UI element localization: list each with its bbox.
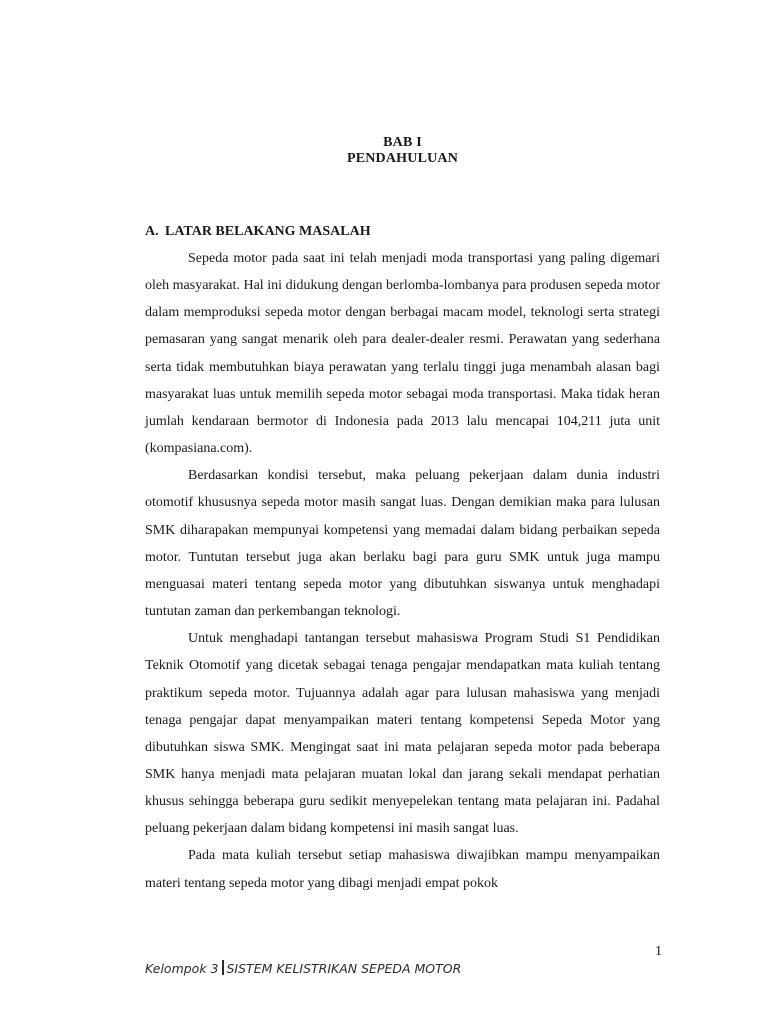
footer-divider	[222, 960, 224, 975]
footer-title: SISTEM KELISTRIKAN SEPEDA MOTOR	[226, 961, 462, 976]
chapter-title: PENDAHULUAN	[346, 151, 459, 166]
section-letter: A.	[145, 224, 159, 239]
paragraph: Berdasarkan kondisi tersebut, maka peluang pekerjaan dalam dunia industri otomotif khususnya sepeda motor masih sangat luas. Dengan demikian maka para lulusan SMK diharapakan mempunyai kompetensi yang memadai dalam bidang perbaikan sepeda motor. Tuntutan tersebut juga akan berlaku bagi para guru SMK untuk juga mampu menguasai materi tentang sepeda motor yang dibutuhkan siswanya untuk menghadapi tuntutan zaman dan perkembangan teknologi.	[145, 468, 660, 620]
footer-group: Kelompok 3	[145, 961, 219, 976]
page-footer	[145, 960, 461, 978]
paragraph: Pada mata kuliah tersebut setiap mahasiswa diwajibkan mampu menyampaikan materi tentang sepeda motor yang dibagi menjadi empat pokok	[145, 848, 660, 891]
page-number: 1	[655, 944, 662, 959]
body-text	[145, 245, 660, 897]
chapter-number: BAB I	[383, 135, 422, 150]
paragraph: Sepeda motor pada saat ini telah menjadi moda transportasi yang paling digemari oleh masyarakat. Hal ini didukung dengan berlomba-lombanya para produsen sepeda motor dalam memproduksi sepeda motor dengan berbagai macam model, teknologi serta strategi pemasaran yang sangat menarik oleh para dealer-dealer resmi. Perawatan yang sederhana serta tidak membutuhkan biaya perawatan yang terlalu tinggi juga menambah alasan bagi masyarakat luas untuk memilih sepeda motor sebagai moda transportasi. Maka tidak heran jumlah kendaraan bermotor di Indonesia pada 2013 lalu mencapai 104,211 juta unit (kompasiana.com).	[145, 251, 660, 457]
section-heading	[145, 222, 371, 242]
paragraph: Untuk menghadapi tantangan tersebut mahasiswa Program Studi S1 Pendidikan Teknik Otomotif yang dicetak sebagai tenaga pengajar mendapatkan mata kuliah tentang praktikum sepeda motor. Tujuannya adalah agar para lulusan mahasiswa yang menjadi tenaga pengajar dapat menyampaikan materi tentang kompetensi Sepeda Motor yang dibutuhkan siswa SMK. Mengingat saat ini mata pelajaran sepeda motor pada beberapa SMK hanya menjadi mata pelajaran muatan lokal dan jarang sekali mendapat perhatian khusus sehingga beberapa guru sedikit menyepelekan tentang mata pelajaran ini. Padahal peluang pekerjaan dalam bidang kompetensi ini masih sangat luas.	[145, 631, 660, 837]
section-title: LATAR BELAKANG MASALAH	[165, 224, 371, 239]
